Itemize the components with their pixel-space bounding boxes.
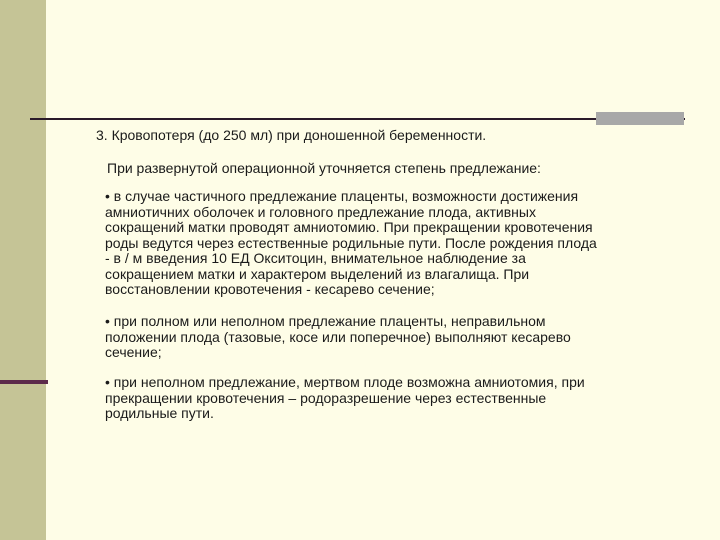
title-divider-gray-block <box>596 112 684 125</box>
section-heading: 3. Кровопотеря (до 250 мл) при доношенной беременности. <box>96 127 487 143</box>
left-accent-stripe <box>0 380 48 384</box>
paragraph-line: • в случае частичного предлежание плаценты, возможности достижения <box>105 188 579 204</box>
paragraph-line: прекращении кровотечения – родоразрешение через естественные <box>105 389 547 406</box>
paragraph-line: • при полном или неполном предлежание плаценты, неправильном <box>105 313 546 329</box>
paragraph-line: сокращением матки и характером выделений из влагалища. При <box>105 265 530 282</box>
paragraph-line: положении плода (тазовые, косе или поперечное) выполняют кесарево <box>105 328 571 345</box>
paragraph-dead-fetus <box>105 375 680 422</box>
paragraph-line: сечение; <box>105 344 162 360</box>
paragraph-line: амниотичних оболочек и головного предлежание плода, активных <box>105 203 536 220</box>
paragraph-line: • при неполном предлежание, мертвом плоде возможна амниотомия, при <box>105 374 585 390</box>
paragraph-complete-previa <box>105 314 680 361</box>
paragraph-line: родильные пути. <box>105 405 214 421</box>
paragraph-line: роды ведутся через естественные родильные пути. После рождения плода <box>105 234 597 251</box>
title-divider-line <box>30 118 685 120</box>
paragraph-line: восстановлении кровотечения - кесарево сечение; <box>105 281 435 297</box>
paragraph-line: сокращений матки проводят амниотомию. При прекращении кровотечения <box>105 219 593 235</box>
paragraph-partial-previa <box>105 189 680 298</box>
left-decorative-bar <box>0 0 46 540</box>
intro-text: При развернутой операционной уточняется степень предлежание: <box>107 160 541 176</box>
paragraph-line: - в / м введения 10 ЕД Окситоцин, внимательное наблюдение за <box>105 250 526 266</box>
